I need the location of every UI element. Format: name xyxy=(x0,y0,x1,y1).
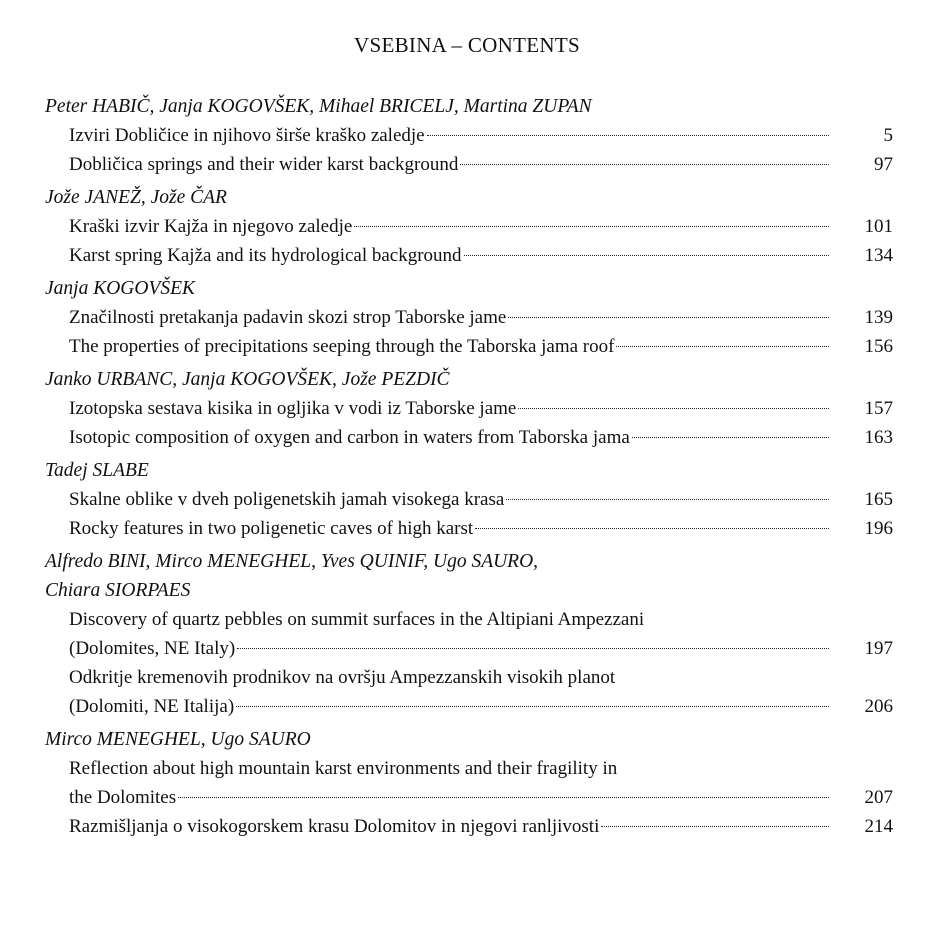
dot-leader xyxy=(508,317,829,318)
toc-entry[interactable] xyxy=(69,485,893,514)
entry-title-continued: the Dolomites xyxy=(69,787,177,808)
entry-title: Izviri Dobličice in njihovo širše kraško zaledje xyxy=(69,125,425,146)
entry-continuation-row xyxy=(69,783,893,812)
dot-leader xyxy=(464,255,829,256)
dot-leader xyxy=(427,135,829,136)
toc-entry[interactable] xyxy=(69,812,893,841)
dot-leader xyxy=(616,346,829,347)
page-number: 5 xyxy=(883,125,893,146)
toc-group xyxy=(45,92,893,179)
toc-entry[interactable] xyxy=(69,332,893,361)
toc-entry[interactable] xyxy=(69,303,893,332)
page-number: 165 xyxy=(864,489,893,510)
toc-entry[interactable] xyxy=(69,394,893,423)
page-number: 214 xyxy=(864,816,893,837)
toc-entry[interactable] xyxy=(69,605,893,663)
entry-title-continued: (Dolomiti, NE Italija) xyxy=(69,696,235,717)
toc-group xyxy=(45,547,893,721)
toc-entry[interactable] xyxy=(69,514,893,543)
author-line: Janko URBANC, Janja KOGOVŠEK, Jože PEZDIČ xyxy=(45,369,450,390)
page-number: 196 xyxy=(864,518,893,539)
page-number: 197 xyxy=(864,638,893,659)
toc-entry[interactable] xyxy=(69,121,893,150)
toc-entry[interactable] xyxy=(69,212,893,241)
dot-leader xyxy=(518,408,829,409)
contents-list xyxy=(45,92,893,845)
dot-leader xyxy=(236,706,829,707)
toc-group xyxy=(45,725,893,841)
entry-title: Razmišljanja o visokogorskem krasu Dolomitov in njegovi ranljivosti xyxy=(69,816,600,837)
page-number: 157 xyxy=(864,398,893,419)
toc-entry[interactable] xyxy=(69,150,893,179)
entry-title-continued: (Dolomites, NE Italy) xyxy=(69,638,236,659)
toc-entry[interactable] xyxy=(69,663,893,721)
entry-title: Skalne oblike v dveh poligenetskih jamah visokega krasa xyxy=(69,489,505,510)
author-line: Jože JANEŽ, Jože ČAR xyxy=(45,187,227,208)
page-number: 139 xyxy=(864,307,893,328)
page-number: 156 xyxy=(864,336,893,357)
author-line: Chiara SIORPAES xyxy=(45,580,191,601)
dot-leader xyxy=(632,437,829,438)
page-number: 101 xyxy=(864,216,893,237)
dot-leader xyxy=(475,528,829,529)
entry-title: The properties of precipitations seeping through the Taborska jama roof xyxy=(69,336,615,357)
author-line: Janja KOGOVŠEK xyxy=(45,278,196,299)
toc-group xyxy=(45,365,893,452)
dot-leader xyxy=(506,499,829,500)
page-number: 134 xyxy=(864,245,893,266)
entry-title: Discovery of quartz pebbles on summit surfaces in the Altipiani Ampezzani xyxy=(69,609,645,630)
page-title: VSEBINA – CONTENTS xyxy=(354,33,580,57)
entry-title: Karst spring Kajža and its hydrological background xyxy=(69,245,462,266)
entry-title: Isotopic composition of oxygen and carbon in waters from Taborska jama xyxy=(69,427,630,448)
entry-title: Dobličica springs and their wider karst background xyxy=(69,154,459,175)
entry-continuation-row xyxy=(69,692,893,721)
entry-title: Rocky features in two poligenetic caves of high karst xyxy=(69,518,474,539)
author-line: Tadej SLABE xyxy=(45,460,149,481)
toc-entry[interactable] xyxy=(69,241,893,270)
author-line: Peter HABIČ, Janja KOGOVŠEK, Mihael BRICELJ, Martina ZUPAN xyxy=(45,96,592,117)
dot-leader xyxy=(601,826,829,827)
author-line: Mirco MENEGHEL, Ugo SAURO xyxy=(45,729,311,750)
dot-leader xyxy=(354,226,829,227)
page-number: 97 xyxy=(874,154,893,175)
entry-title: Značilnosti pretakanja padavin skozi strop Taborske jame xyxy=(69,307,507,328)
entry-title: Kraški izvir Kajža in njegovo zaledje xyxy=(69,216,353,237)
author-line: Alfredo BINI, Mirco MENEGHEL, Yves QUINIF, Ugo SAURO, xyxy=(45,551,539,572)
toc-group xyxy=(45,456,893,543)
toc-group xyxy=(45,274,893,361)
page-number: 207 xyxy=(864,787,893,808)
page-number: 163 xyxy=(864,427,893,448)
entry-title: Odkritje kremenovih prodnikov na ovršju Ampezzanskih visokih planot xyxy=(69,667,616,688)
dot-leader xyxy=(237,648,829,649)
entry-title: Reflection about high mountain karst environments and their fragility in xyxy=(69,758,618,779)
page-number: 206 xyxy=(864,696,893,717)
dot-leader xyxy=(178,797,829,798)
toc-group xyxy=(45,183,893,270)
dot-leader xyxy=(460,164,829,165)
toc-entry[interactable] xyxy=(69,754,893,812)
toc-entry[interactable] xyxy=(69,423,893,452)
entry-title: Izotopska sestava kisika in ogljika v vodi iz Taborske jame xyxy=(69,398,517,419)
entry-continuation-row xyxy=(69,634,893,663)
